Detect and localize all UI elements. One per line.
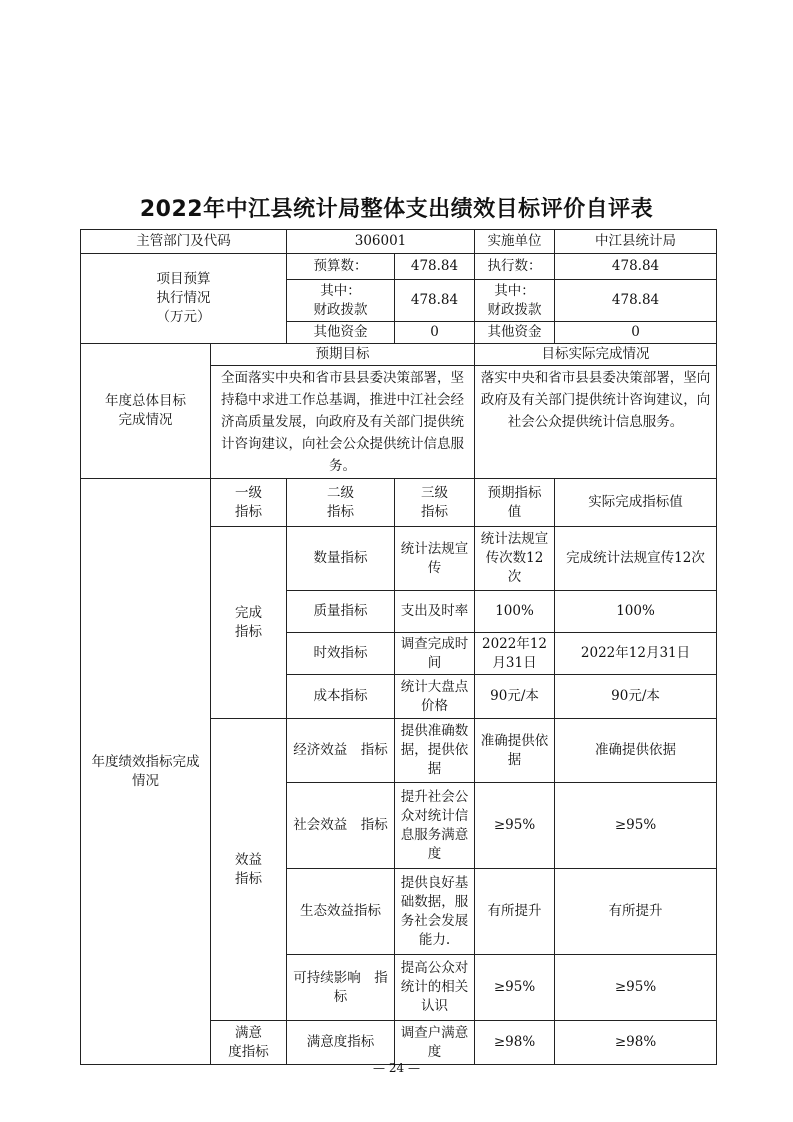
budget-row xyxy=(81,254,717,280)
fiscal-exec-label xyxy=(475,280,555,322)
impl-label: 实施单位 xyxy=(475,230,555,254)
actual-cell: 完成统计法规宣传12次 xyxy=(555,527,717,591)
dept-row xyxy=(81,230,717,254)
budget-amount-label: 预算数： xyxy=(287,254,395,280)
actual-cell: 2022年12月31日 xyxy=(555,633,717,675)
level3-cell: 提升社会公众对统计信息服务满意度 xyxy=(395,783,475,869)
expected-cell: ≥98% xyxy=(475,1021,555,1065)
budget-label-line2: 执行情况 xyxy=(156,290,211,306)
col-level1 xyxy=(211,479,287,527)
level2-cell: 成本指标 xyxy=(287,675,395,719)
actual-goal-header: 目标实际完成情况 xyxy=(475,344,717,366)
expected-cell: 有所提升 xyxy=(475,869,555,955)
expected-cell: ≥95% xyxy=(475,955,555,1021)
actual-cell: 准确提供依据 xyxy=(555,719,717,783)
other-funds-budget-value: 0 xyxy=(395,322,475,344)
other-funds-exec-value: 0 xyxy=(555,322,717,344)
budget-label-line3: （万元） xyxy=(156,309,211,325)
indicator-section-label xyxy=(81,479,211,1065)
level2-cell: 满意度指标 xyxy=(287,1021,395,1065)
impl-value: 中江县统计局 xyxy=(555,230,717,254)
goal-section-label xyxy=(81,344,211,479)
col-level2-line1: 二级 xyxy=(327,484,354,501)
other-funds-label: 其他资金 xyxy=(287,322,395,344)
expected-cell: 统计法规宣传次数12次 xyxy=(475,527,555,591)
completion-label-line2: 指标 xyxy=(235,623,262,640)
goal-label-line1: 年度总体目标 xyxy=(105,393,186,409)
level2-cell: 经济效益 指标 xyxy=(287,719,395,783)
dept-label: 主管部门及代码 xyxy=(81,230,287,254)
benefit-label-line1: 效益 xyxy=(235,851,262,868)
level2-cell: 数量指标 xyxy=(287,527,395,591)
exec-amount-label: 执行数： xyxy=(475,254,555,280)
actual-cell: ≥98% xyxy=(555,1021,717,1065)
evaluation-table xyxy=(80,229,717,1065)
indicator-label-line2: 情况 xyxy=(132,772,159,789)
level3-cell: 支出及时率 xyxy=(395,591,475,633)
col-expected-line2: 值 xyxy=(507,503,522,520)
indicator-header-row xyxy=(81,479,717,527)
col-level1-line2: 指标 xyxy=(235,503,262,520)
actual-cell: ≥95% xyxy=(555,955,717,1021)
budget-label-line1: 项目预算 xyxy=(156,271,211,287)
fiscal-label xyxy=(287,280,395,322)
completion-group-label xyxy=(211,527,287,719)
expected-cell: 准确提供依据 xyxy=(475,719,555,783)
satisfaction-group-label xyxy=(211,1021,287,1065)
page-number: — 24 — xyxy=(373,1061,420,1075)
col-expected-line1: 预期指标 xyxy=(487,484,542,501)
fiscal-budget-value: 478.84 xyxy=(395,280,475,322)
expected-goal-text: 全面落实中央和省市县县委决策部署，坚持稳中求进工作总基调，推进中江社会经济高质量发展，向政府及有关部门提供统计咨询建议，向社会公众提供统计信息服务。 xyxy=(211,366,475,479)
level2-cell: 可持续影响 指标 xyxy=(287,955,395,1021)
other-funds-exec-label: 其他资金 xyxy=(475,322,555,344)
indicator-label-line1: 年度绩效指标完成 xyxy=(91,753,200,770)
page-title: 2022年中江县统计局整体支出绩效目标评价自评表 xyxy=(139,197,654,222)
fiscal-label-line1: 其中： xyxy=(320,282,361,299)
benefit-label-line2: 指标 xyxy=(235,870,262,887)
budget-amount-value: 478.84 xyxy=(395,254,475,280)
col-level3-line1: 三级 xyxy=(421,484,448,501)
col-expected xyxy=(475,479,555,527)
goal-label-line2: 完成情况 xyxy=(118,412,173,428)
level2-cell: 时效指标 xyxy=(287,633,395,675)
fiscal-exec-label-line1: 其中： xyxy=(494,282,535,299)
col-level3 xyxy=(395,479,475,527)
expected-cell: 90元/本 xyxy=(475,675,555,719)
expected-goal-header: 预期目标 xyxy=(211,344,475,366)
level3-cell: 提供准确数据，提供依据 xyxy=(395,719,475,783)
col-actual: 实际完成指标值 xyxy=(555,479,717,527)
col-level2-line2: 指标 xyxy=(327,503,354,520)
level3-cell: 统计大盘点价格 xyxy=(395,675,475,719)
benefit-group-label xyxy=(211,719,287,1021)
level3-cell: 提高公众对统计的相关认识 xyxy=(395,955,475,1021)
expected-cell: ≥95% xyxy=(475,783,555,869)
actual-cell: 有所提升 xyxy=(555,869,717,955)
satisfaction-label-line2: 度指标 xyxy=(228,1043,269,1060)
expected-cell: 100% xyxy=(475,591,555,633)
budget-section-label xyxy=(81,254,287,344)
level2-cell: 质量指标 xyxy=(287,591,395,633)
level3-cell: 调查户满意度 xyxy=(395,1021,475,1065)
actual-cell: ≥95% xyxy=(555,783,717,869)
level2-cell: 生态效益指标 xyxy=(287,869,395,955)
dept-code: 306001 xyxy=(287,230,475,254)
exec-amount-value: 478.84 xyxy=(555,254,717,280)
fiscal-exec-value: 478.84 xyxy=(555,280,717,322)
expected-cell: 2022年12月31日 xyxy=(475,633,555,675)
level3-cell: 提供良好基础数据，服务社会发展能力. xyxy=(395,869,475,955)
goal-header-row xyxy=(81,344,717,366)
actual-goal-text: 落实中央和省市县县委决策部署，坚向政府及有关部门提供统计咨询建议，向社会公众提供统计信息服务。 xyxy=(475,366,717,479)
level3-cell: 调查完成时间 xyxy=(395,633,475,675)
satisfaction-label-line1: 满意 xyxy=(235,1024,262,1041)
col-level3-line2: 指标 xyxy=(421,503,448,520)
col-level2 xyxy=(287,479,395,527)
actual-cell: 100% xyxy=(555,591,717,633)
fiscal-exec-label-line2: 财政拨款 xyxy=(487,301,542,318)
level2-cell: 社会效益 指标 xyxy=(287,783,395,869)
actual-cell: 90元/本 xyxy=(555,675,717,719)
fiscal-label-line2: 财政拨款 xyxy=(313,301,368,318)
col-level1-line1: 一级 xyxy=(235,484,262,501)
level3-cell: 统计法规宣传 xyxy=(395,527,475,591)
completion-label-line1: 完成 xyxy=(235,604,262,621)
